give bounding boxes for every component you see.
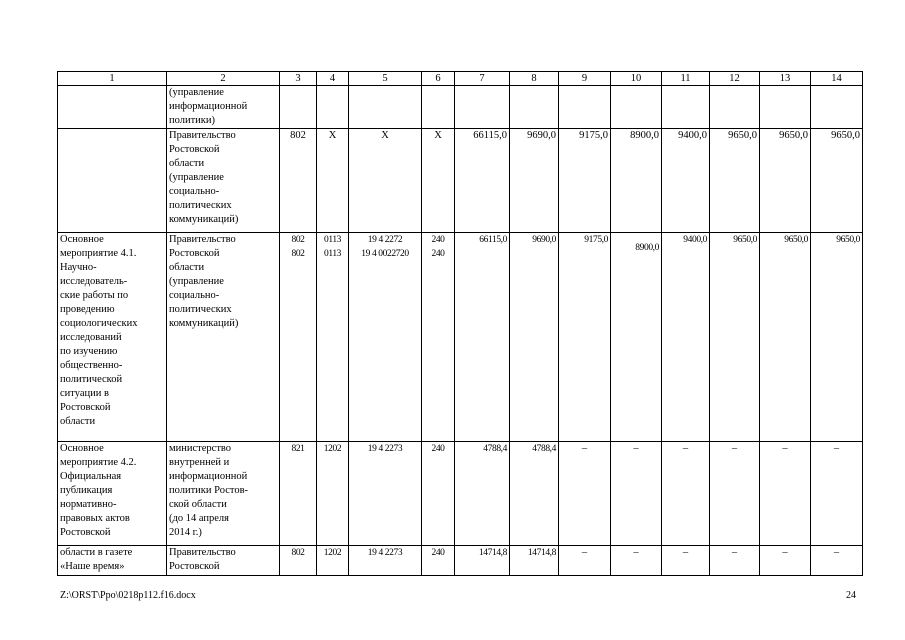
value-cell: 9690,0 <box>510 233 559 442</box>
column-header: 11 <box>662 72 710 86</box>
column-header: 3 <box>280 72 317 86</box>
table-row <box>58 86 863 129</box>
value-cell: – <box>611 546 662 576</box>
value-cell: X <box>349 129 422 233</box>
value-cell: – <box>662 546 710 576</box>
value-cell: – <box>611 442 662 546</box>
value-cell: 66115,0 <box>455 129 510 233</box>
column-header: 2 <box>167 72 280 86</box>
column-header: 10 <box>611 72 662 86</box>
executor-cell: Правительство Ростовской <box>167 546 280 576</box>
table-row <box>58 233 863 442</box>
activity-cell: области в газете «Наше время» <box>58 546 167 576</box>
value-cell: 9650,0 <box>710 233 760 442</box>
value-cell: 240 240 <box>422 233 455 442</box>
value-cell: – <box>662 442 710 546</box>
value-cell: 240 <box>422 442 455 546</box>
executor-cell: Правительство Ростовской области (управление социально- политических коммуникаций) <box>167 129 280 233</box>
value-cell: 1202 <box>317 442 349 546</box>
activity-cell <box>58 86 167 129</box>
activity-cell: Основное мероприятие 4.1. Научно- исследователь- ские работы по проведению социологических исследований по изучению общественно- политической ситуации в Ростовской области <box>58 233 167 442</box>
value-cell: 8900,0 <box>611 129 662 233</box>
value-cell: 802 <box>280 129 317 233</box>
column-header: 4 <box>317 72 349 86</box>
executor-cell: (управление информационной политики) <box>167 86 280 129</box>
value-cell: 0113 0113 <box>317 233 349 442</box>
column-header: 9 <box>559 72 611 86</box>
value-cell: 19 4 2272 19 4 0022720 <box>349 233 422 442</box>
value-cell: 821 <box>280 442 317 546</box>
value-cell: 9650,0 <box>760 129 811 233</box>
value-cell: 9690,0 <box>510 129 559 233</box>
value-cell: 14714,8 <box>455 546 510 576</box>
budget-table <box>57 71 863 576</box>
footer-file-path: Z:\ORST\Ppo\0218p112.f16.docx <box>60 590 196 601</box>
executor-cell: Правительство Ростовской области (управление социально- политических коммуникаций) <box>167 233 280 442</box>
column-header: 12 <box>710 72 760 86</box>
column-header: 5 <box>349 72 422 86</box>
table-row <box>58 442 863 546</box>
value-cell: – <box>760 546 811 576</box>
value-cell: 19 4 2273 <box>349 442 422 546</box>
value-cell: – <box>760 442 811 546</box>
value-cell: – <box>811 546 863 576</box>
value-cell: 19 4 2273 <box>349 546 422 576</box>
value-cell: 9650,0 <box>710 129 760 233</box>
table-header-row <box>58 72 863 86</box>
activity-cell: Основное мероприятие 4.2. Официальная публикация нормативно- правовых актов Ростовской <box>58 442 167 546</box>
executor-cell: министерство внутренней и информационной политики Ростов- ской области (до 14 апреля 2014 г.) <box>167 442 280 546</box>
value-cell: 9400,0 <box>662 129 710 233</box>
value-cell: 9650,0 <box>811 233 863 442</box>
value-cell: 9175,0 <box>559 233 611 442</box>
column-header: 14 <box>811 72 863 86</box>
value-cell: 802 <box>280 546 317 576</box>
value-cell: – <box>811 442 863 546</box>
value-cell: 802 802 <box>280 233 317 442</box>
value-cell: 66115,0 <box>455 233 510 442</box>
column-header: 8 <box>510 72 559 86</box>
page-number: 24 <box>846 590 856 601</box>
column-header: 7 <box>455 72 510 86</box>
value-cell: 4788,4 <box>455 442 510 546</box>
table-row <box>58 546 863 576</box>
column-header: 13 <box>760 72 811 86</box>
value-cell: 8900,0 <box>611 233 662 442</box>
value-cell: 9175,0 <box>559 129 611 233</box>
value-cell: 240 <box>422 546 455 576</box>
value-cell: 9650,0 <box>811 129 863 233</box>
value-cell: – <box>710 546 760 576</box>
value-cell: – <box>710 442 760 546</box>
value-cell: X <box>422 129 455 233</box>
value-cell: 4788,4 <box>510 442 559 546</box>
column-header: 1 <box>58 72 167 86</box>
value-cell: – <box>559 442 611 546</box>
column-header: 6 <box>422 72 455 86</box>
value-cell: 1202 <box>317 546 349 576</box>
value-cell: – <box>559 546 611 576</box>
value-cell: 9400,0 <box>662 233 710 442</box>
value-cell: 9650,0 <box>760 233 811 442</box>
value-cell: 14714,8 <box>510 546 559 576</box>
table-row <box>58 129 863 233</box>
value-cell: X <box>317 129 349 233</box>
activity-cell <box>58 129 167 233</box>
